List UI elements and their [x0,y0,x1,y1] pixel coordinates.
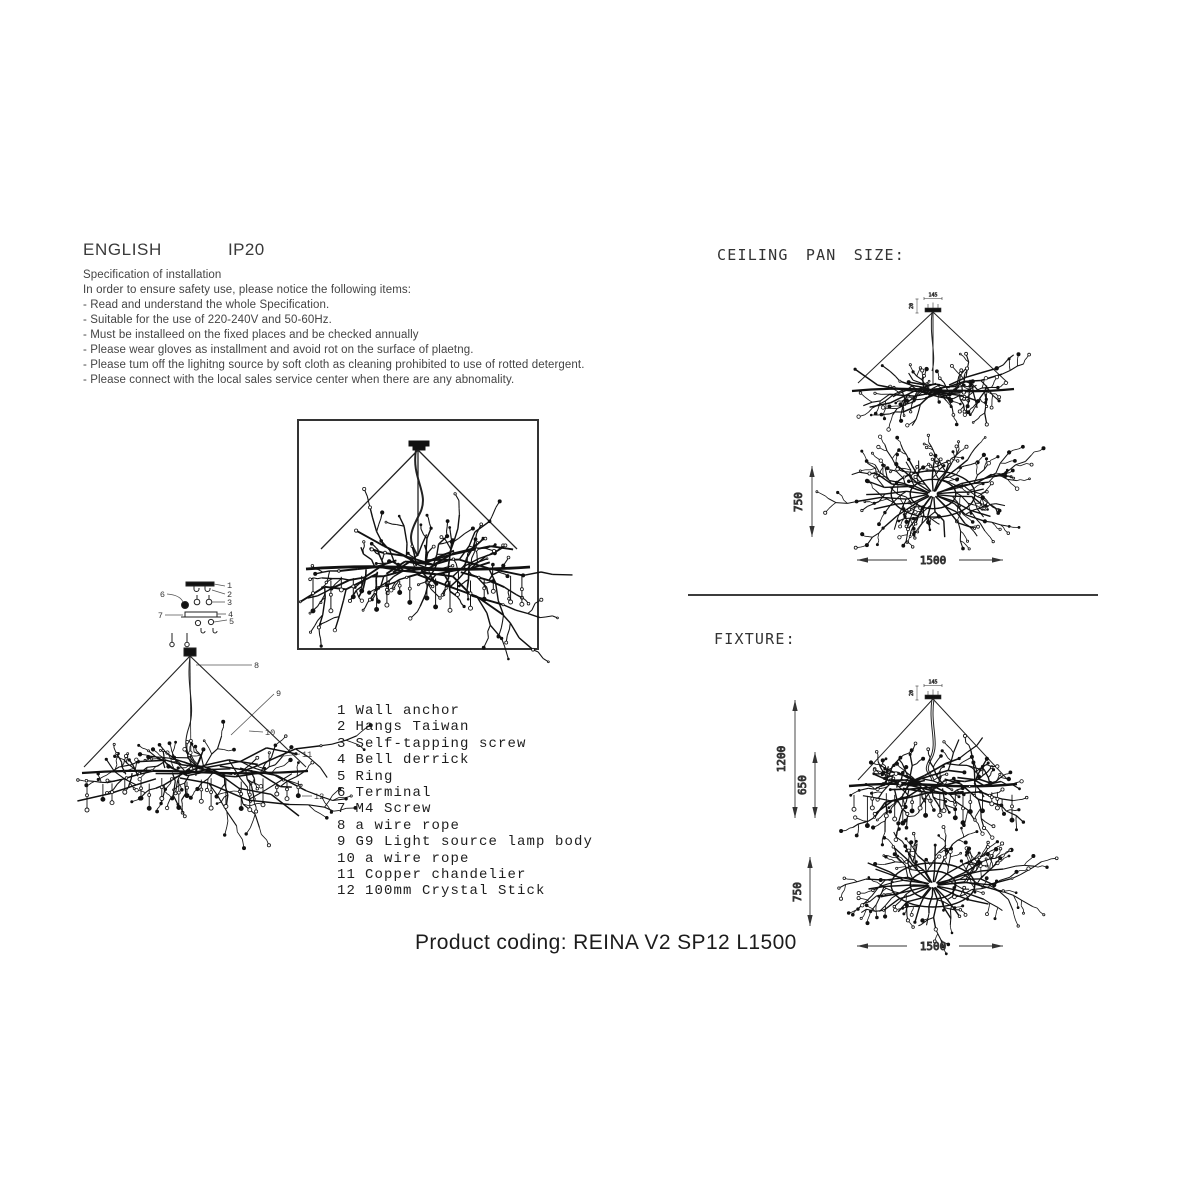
callout-12: 12 [314,792,325,802]
spec-item: - Suitable for the use of 220-240V and 50-60Hz. [83,314,332,326]
spec-item: - Must be installeed on the fixed places and be checked annually [83,329,419,341]
ceiling-pan-title: CEILING PAN SIZE: [717,246,905,264]
branch-body-top [816,434,1045,550]
parts-list-item: 12 100mm Crystal Stick [337,883,546,900]
parts-list-item: 6 Terminal [337,785,432,802]
parts-list-item: 7 M4 Screw [337,801,432,818]
spec-title: Specification of installation [83,269,222,281]
ceiling-pan-figure [785,283,1085,578]
callout-5: 5 [229,617,235,627]
width-dimension [857,940,1003,953]
branch-body-side [77,720,373,850]
callout-1: 1 [227,581,233,591]
spec-intro: In order to ensure safety use, please notice the following items: [83,284,412,296]
total-height-dimension [775,700,795,818]
fixture-title: FIXTURE: [714,630,796,648]
spec-item: - Please wear gloves as installment and avoid rot on the surface of plaetng. [83,344,474,356]
callout-10: 10 [265,728,276,738]
width-dim-label: 1500 [919,554,947,567]
callout-9: 9 [276,689,282,699]
parts-list-item: 4 Bell derrick [337,752,470,769]
parts-list-item: 8 a wire rope [337,817,461,834]
ip-rating-label: IP20 [228,240,265,259]
canopy-drawing [909,680,942,701]
branch-body-top [838,826,1058,955]
parts-list-item: 1 Wall anchor [337,703,461,719]
canopy-drawing [409,441,429,450]
body-height-dimension [796,752,815,818]
spec-item: - Please tum off the lighitng source by soft cloth as cleaning prohibited to use of rotted detergent. [83,359,585,371]
parts-list [337,703,593,900]
width-dimension [857,554,1003,567]
canopy-drawing [909,293,942,314]
callout-6: 6 [159,590,165,600]
callout-2: 2 [227,590,233,600]
mounting-assembly-drawing [181,582,221,633]
parts-list-item: 5 Ring [337,768,394,785]
spec-item: - Please connect with the local sales service center when there are any abnomality. [83,374,515,386]
spec-block [83,268,585,388]
canopy-width-dim: 145 [928,679,938,686]
callout-3: 3 [227,598,233,608]
callout-11: 11 [302,750,313,760]
parts-list-item: 9 G9 Light source lamp body [337,834,594,851]
section-divider [688,594,1098,596]
spec-item: - Read and understand the whole Specification. [83,299,330,311]
callout-7: 7 [157,611,163,621]
parts-list-item: 3 Self-tapping screw [337,735,527,752]
depth-dim-label: 750 [792,492,805,512]
body-height-dim-label: 650 [796,775,809,795]
width-dim-label: 1500 [919,940,947,953]
depth-dimension [791,857,810,926]
total-height-dim-label: 1200 [775,745,788,773]
depth-dimension [792,466,812,537]
product-coding: Product coding: REINA V2 SP12 L1500 [415,931,797,954]
suspension-wires [321,450,517,556]
callout-leader-lines [165,584,312,796]
parts-list-item: 2 Hangs Taiwan [337,719,470,736]
parts-callout-diagram [55,575,355,830]
branch-body-side [852,352,1031,431]
canopy-width-dim: 145 [928,292,938,299]
suspension-wires [858,312,1008,384]
depth-dim-label: 750 [791,882,804,902]
canopy-height-dim: 20 [909,302,915,310]
callout-4: 4 [228,610,234,620]
parts-list-item: 10 a wire rope [337,850,470,867]
language-label: ENGLISH [83,240,162,259]
callout-8: 8 [254,661,260,671]
fixture-figure [770,658,1070,960]
parts-list-item: 11 Copper chandelier [337,867,527,884]
canopy-height-dim: 20 [909,689,915,697]
branch-body-side [840,734,1029,846]
hanger-pins [170,633,196,656]
